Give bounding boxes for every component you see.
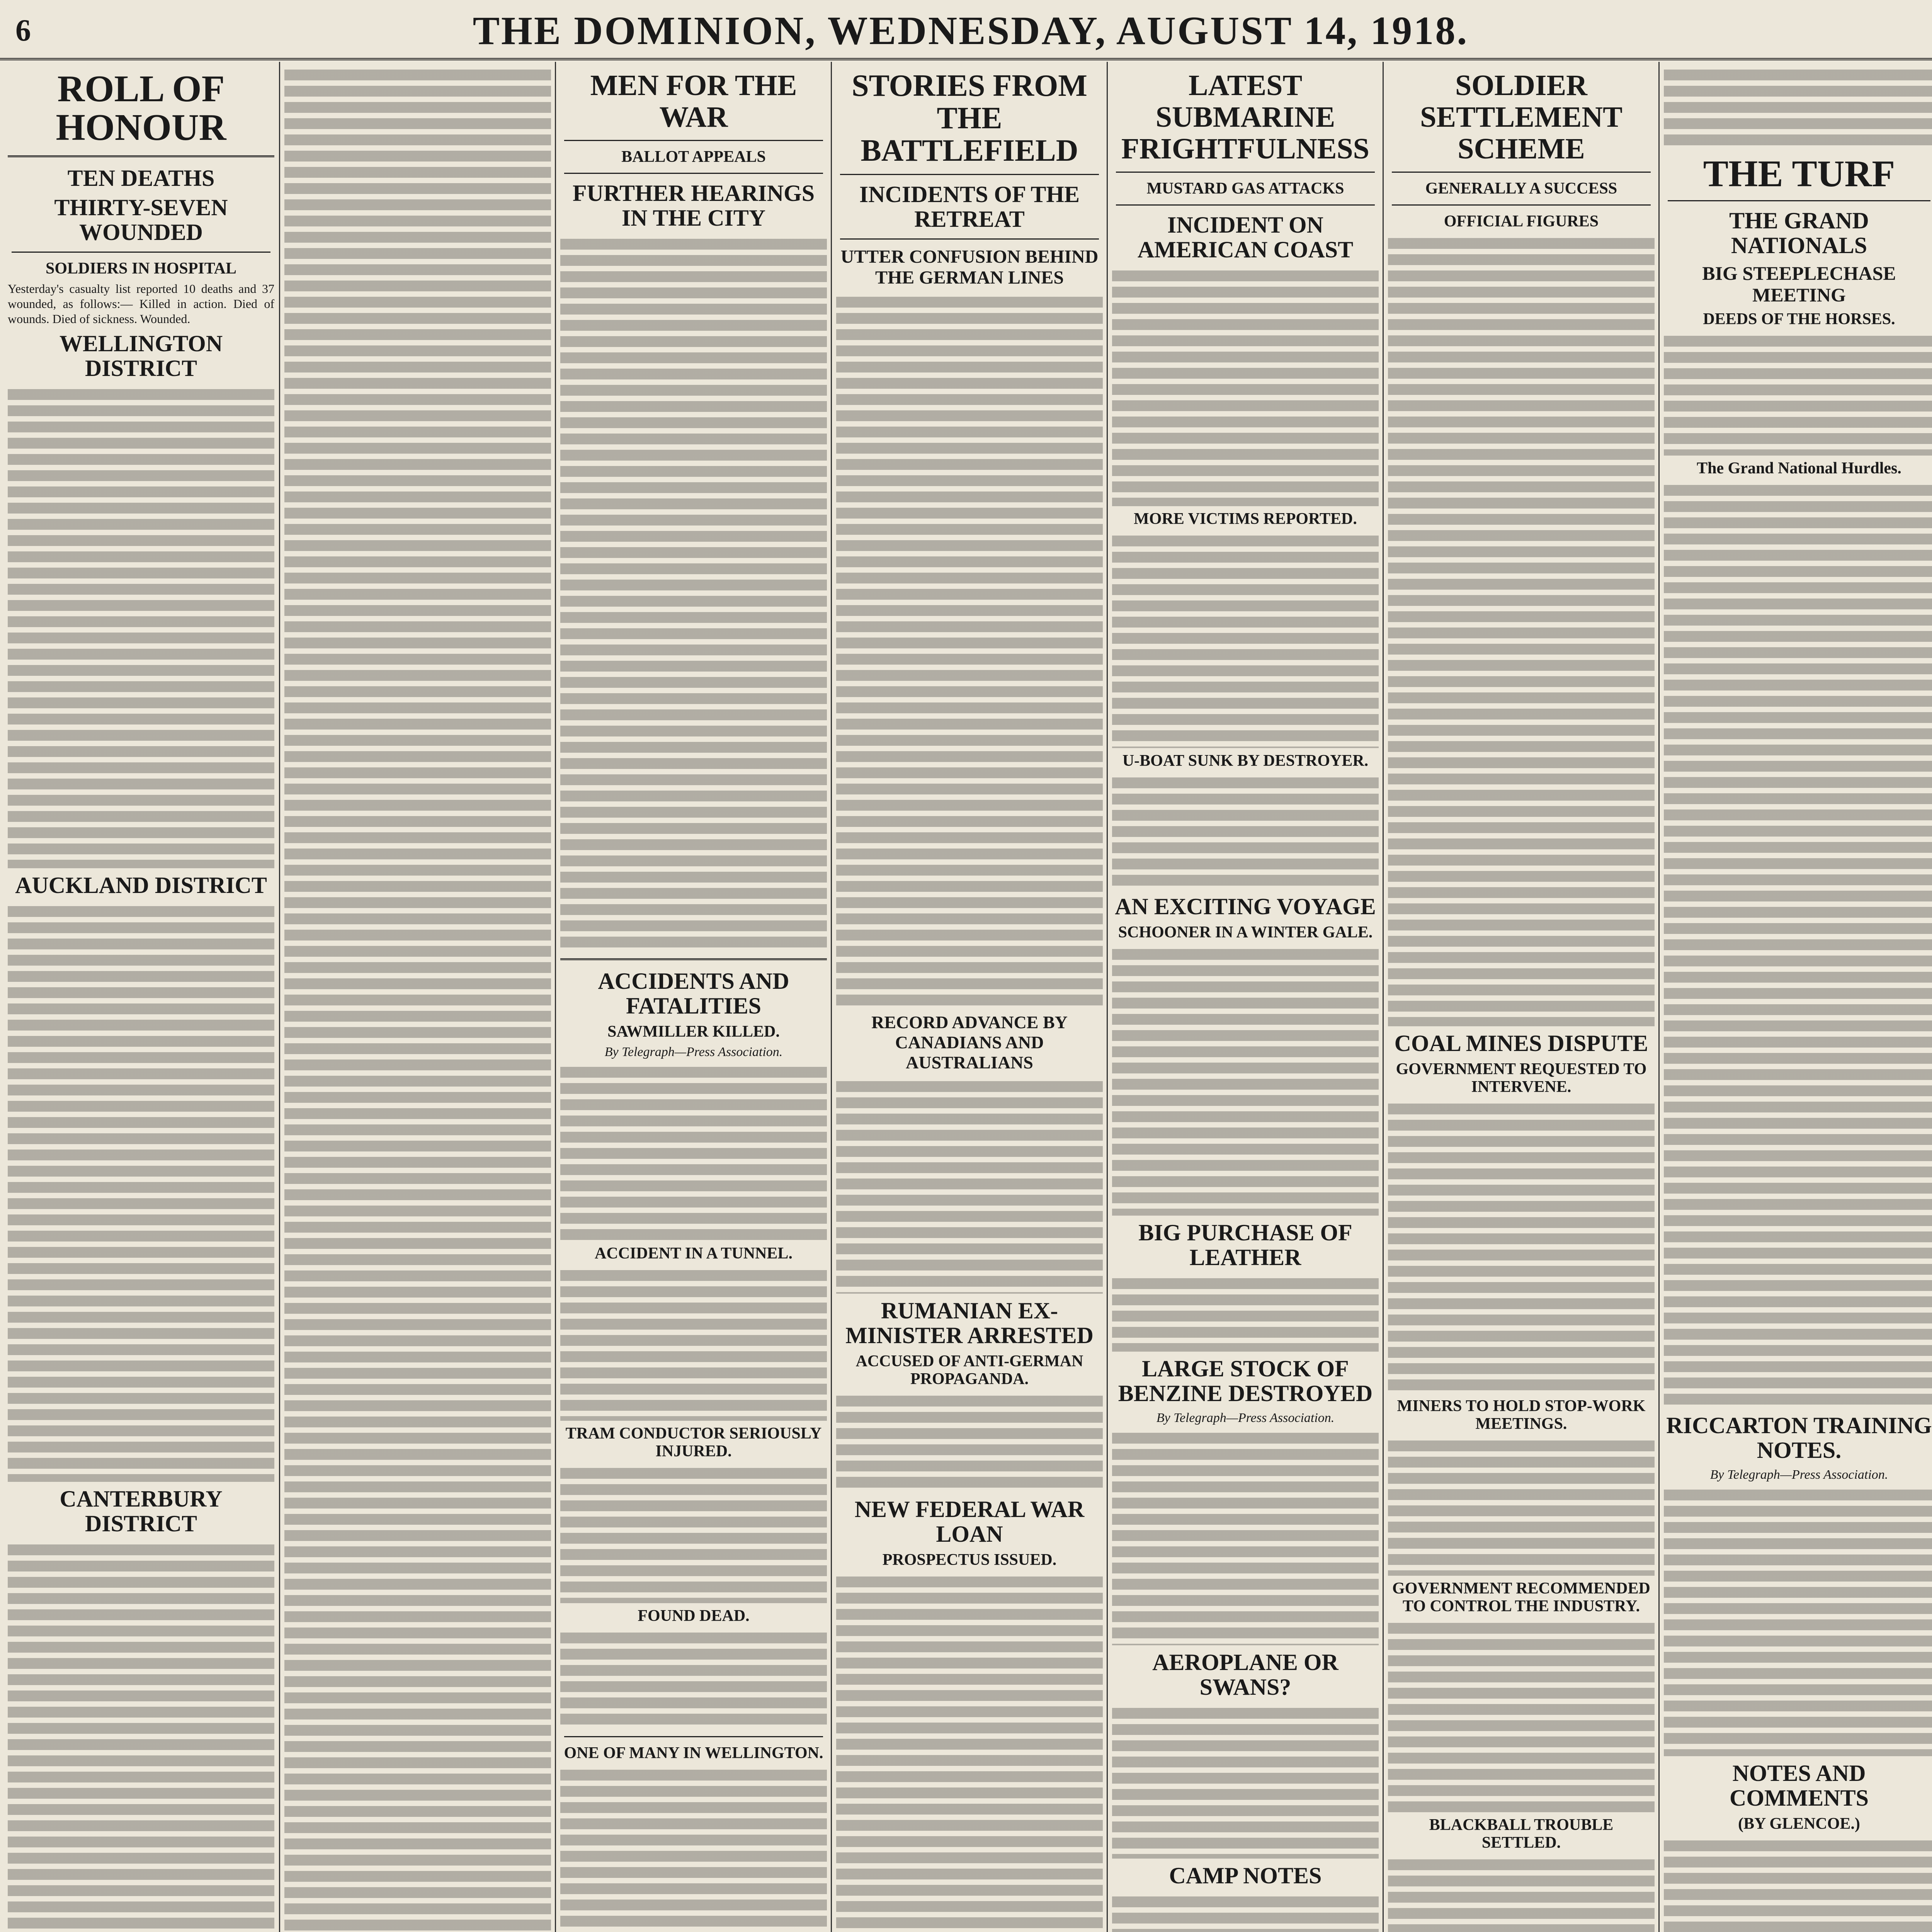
subhead: THIRTY-SEVEN WOUNDED (54, 195, 228, 245)
text-block (1664, 332, 1932, 456)
headline-the-turf: THE TURF (1703, 153, 1895, 195)
column-battlefield (836, 66, 1103, 1932)
section-heading: AEROPLANE OR SWANS? (1152, 1650, 1338, 1700)
text-block (1664, 66, 1932, 151)
byline: By Telegraph—Press Association. (1156, 1411, 1335, 1425)
text-block (8, 385, 274, 868)
headline-soldier-settlement: SOLDIER SETTLEMENT SCHEME (1420, 69, 1622, 165)
column-submarine (1112, 66, 1379, 1932)
section-heading: RICCARTON TRAINING NOTES. (1666, 1413, 1932, 1463)
subhead: SOLDIERS IN HOSPITAL (45, 260, 237, 277)
page-number: 6 (15, 14, 31, 48)
subhead: BLACKBALL TROUBLE SETTLED. (1429, 1816, 1614, 1852)
subhead: SCHOONER IN A WINTER GALE. (1118, 923, 1373, 941)
text-block (560, 1629, 827, 1729)
text-block (836, 1392, 1103, 1492)
subhead: FURTHER HEARINGS IN THE CITY (572, 180, 815, 231)
subhead: DEEDS OF THE HORSES. (1703, 310, 1895, 328)
section-heading: BIG PURCHASE OF LEATHER (1138, 1220, 1352, 1270)
section-heading: COAL MINES DISPUTE (1394, 1031, 1648, 1056)
text-block (1664, 1486, 1932, 1756)
column-rule (831, 62, 832, 1932)
section-heading: NOTES AND COMMENTS (1730, 1760, 1869, 1811)
text-block (1112, 267, 1379, 506)
text-block (8, 902, 274, 1482)
text-block (1388, 1619, 1655, 1812)
text-block (1388, 234, 1655, 1026)
section-heading: WELLINGTON DISTRICT (59, 331, 223, 381)
subhead: MINERS TO HOLD STOP-WORK MEETINGS. (1397, 1397, 1646, 1433)
text-block (1112, 1704, 1379, 1859)
section-heading: LARGE STOCK OF BENZINE DESTROYED (1118, 1356, 1373, 1406)
column-rule (1658, 62, 1660, 1932)
subhead: OFFICIAL FIGURES (1444, 213, 1599, 230)
text-block (1664, 1837, 1932, 1932)
section-heading: ACCIDENTS AND FATALITIES (598, 968, 789, 1019)
column-rule (1383, 62, 1384, 1932)
subhead: (BY GLENCOE.) (1738, 1815, 1860, 1833)
article-intro: Yesterday's casualty list reported 10 deaths and 37 wounded, as follows:— Killed in action. Died of wounds. Died of sickness. Wounded. (8, 282, 274, 326)
column-rule (555, 62, 556, 1932)
text-block (1112, 945, 1379, 1216)
subhead: The Grand National Hurdles. (1697, 459, 1901, 477)
text-block (560, 1766, 827, 1932)
subhead: GENERALLY A SUCCESS (1425, 180, 1617, 197)
subhead: PROSPECTUS ISSUED. (882, 1551, 1057, 1569)
headline-roll-of-honour: ROLL OF HONOUR (56, 68, 226, 148)
section-heading: RECORD ADVANCE BY CANADIANS AND AUSTRALIANS (871, 1012, 1068, 1072)
headline-submarine: LATEST SUBMARINE FRIGHTFULNESS (1121, 69, 1369, 165)
text-block (836, 293, 1103, 1008)
text-block (560, 1464, 827, 1603)
text-block (836, 1077, 1103, 1294)
headline-stories-battlefield: STORIES FROM THE BATTLEFIELD (852, 69, 1087, 168)
column-rule (1107, 62, 1108, 1932)
text-block (1112, 774, 1379, 889)
subhead: FOUND DEAD. (638, 1607, 750, 1625)
text-block (1388, 1437, 1655, 1576)
subhead: INCIDENTS OF THE RETREAT (859, 182, 1080, 232)
subhead: ACCIDENT IN A TUNNEL. (595, 1245, 793, 1262)
subhead: INCIDENT ON AMERICAN COAST (1137, 212, 1354, 262)
subhead: SAWMILLER KILLED. (607, 1023, 780, 1041)
text-block (1112, 1429, 1379, 1645)
text-block (1112, 532, 1379, 748)
column-men-for-war (560, 66, 827, 1932)
text-block (284, 66, 551, 1932)
text-block (1388, 1100, 1655, 1393)
column-casualty-lists (284, 66, 551, 1932)
section-heading: RUMANIAN EX-MINISTER ARRESTED (845, 1298, 1094, 1348)
section-heading: AN EXCITING VOYAGE (1115, 894, 1376, 919)
subhead: THE GRAND NATIONALS (1729, 208, 1869, 258)
subhead: ONE OF MANY IN WELLINGTON. (564, 1744, 823, 1762)
text-block (836, 1573, 1103, 1932)
text-block (1664, 481, 1932, 1408)
text-block (1112, 1893, 1379, 1932)
column-roll-of-honour (8, 66, 274, 1932)
section-heading: CANTERBURY DISTRICT (60, 1486, 223, 1536)
subhead: MUSTARD GAS ATTACKS (1146, 180, 1344, 197)
text-block (560, 1063, 827, 1241)
subhead: GOVERNMENT RECOMMENDED TO CONTROL THE INDUSTRY. (1392, 1580, 1650, 1615)
byline: By Telegraph—Press Association. (604, 1045, 783, 1059)
subhead: UTTER CONFUSION BEHIND THE GERMAN LINES (840, 247, 1099, 288)
column-turf (1664, 66, 1932, 1932)
text-block (1388, 1855, 1655, 1932)
section-heading: NEW FEDERAL WAR LOAN (854, 1497, 1085, 1547)
subhead: U-BOAT SUNK BY DESTROYER. (1122, 752, 1369, 770)
masthead (0, 0, 1932, 60)
text-block (1112, 1274, 1379, 1352)
section-heading: CAMP NOTES (1169, 1863, 1322, 1888)
newspaper-banner: THE DOMINION, WEDNESDAY, AUGUST 14, 1918. (473, 9, 1469, 53)
text-block (8, 1541, 274, 1932)
text-block (560, 235, 827, 950)
subhead: TEN DEATHS (67, 165, 215, 191)
subhead: BALLOT APPEALS (621, 148, 766, 166)
subhead: TRAM CONDUCTOR SERIOUSLY INJURED. (565, 1425, 822, 1460)
column-soldier-settlement (1388, 66, 1655, 1932)
subhead: BIG STEEPLECHASE MEETING (1702, 262, 1896, 306)
subhead: GOVERNMENT REQUESTED TO INTERVENE. (1396, 1060, 1647, 1096)
headline-men-for-the-war: MEN FOR THE WAR (590, 69, 797, 133)
subhead: MORE VICTIMS REPORTED. (1134, 510, 1357, 528)
subhead: ACCUSED OF ANTI-GERMAN PROPAGANDA. (855, 1352, 1083, 1388)
byline: By Telegraph—Press Association. (1710, 1468, 1888, 1482)
section-heading: AUCKLAND DISTRICT (15, 872, 267, 898)
text-block (560, 1266, 827, 1421)
column-rule (279, 62, 280, 1932)
